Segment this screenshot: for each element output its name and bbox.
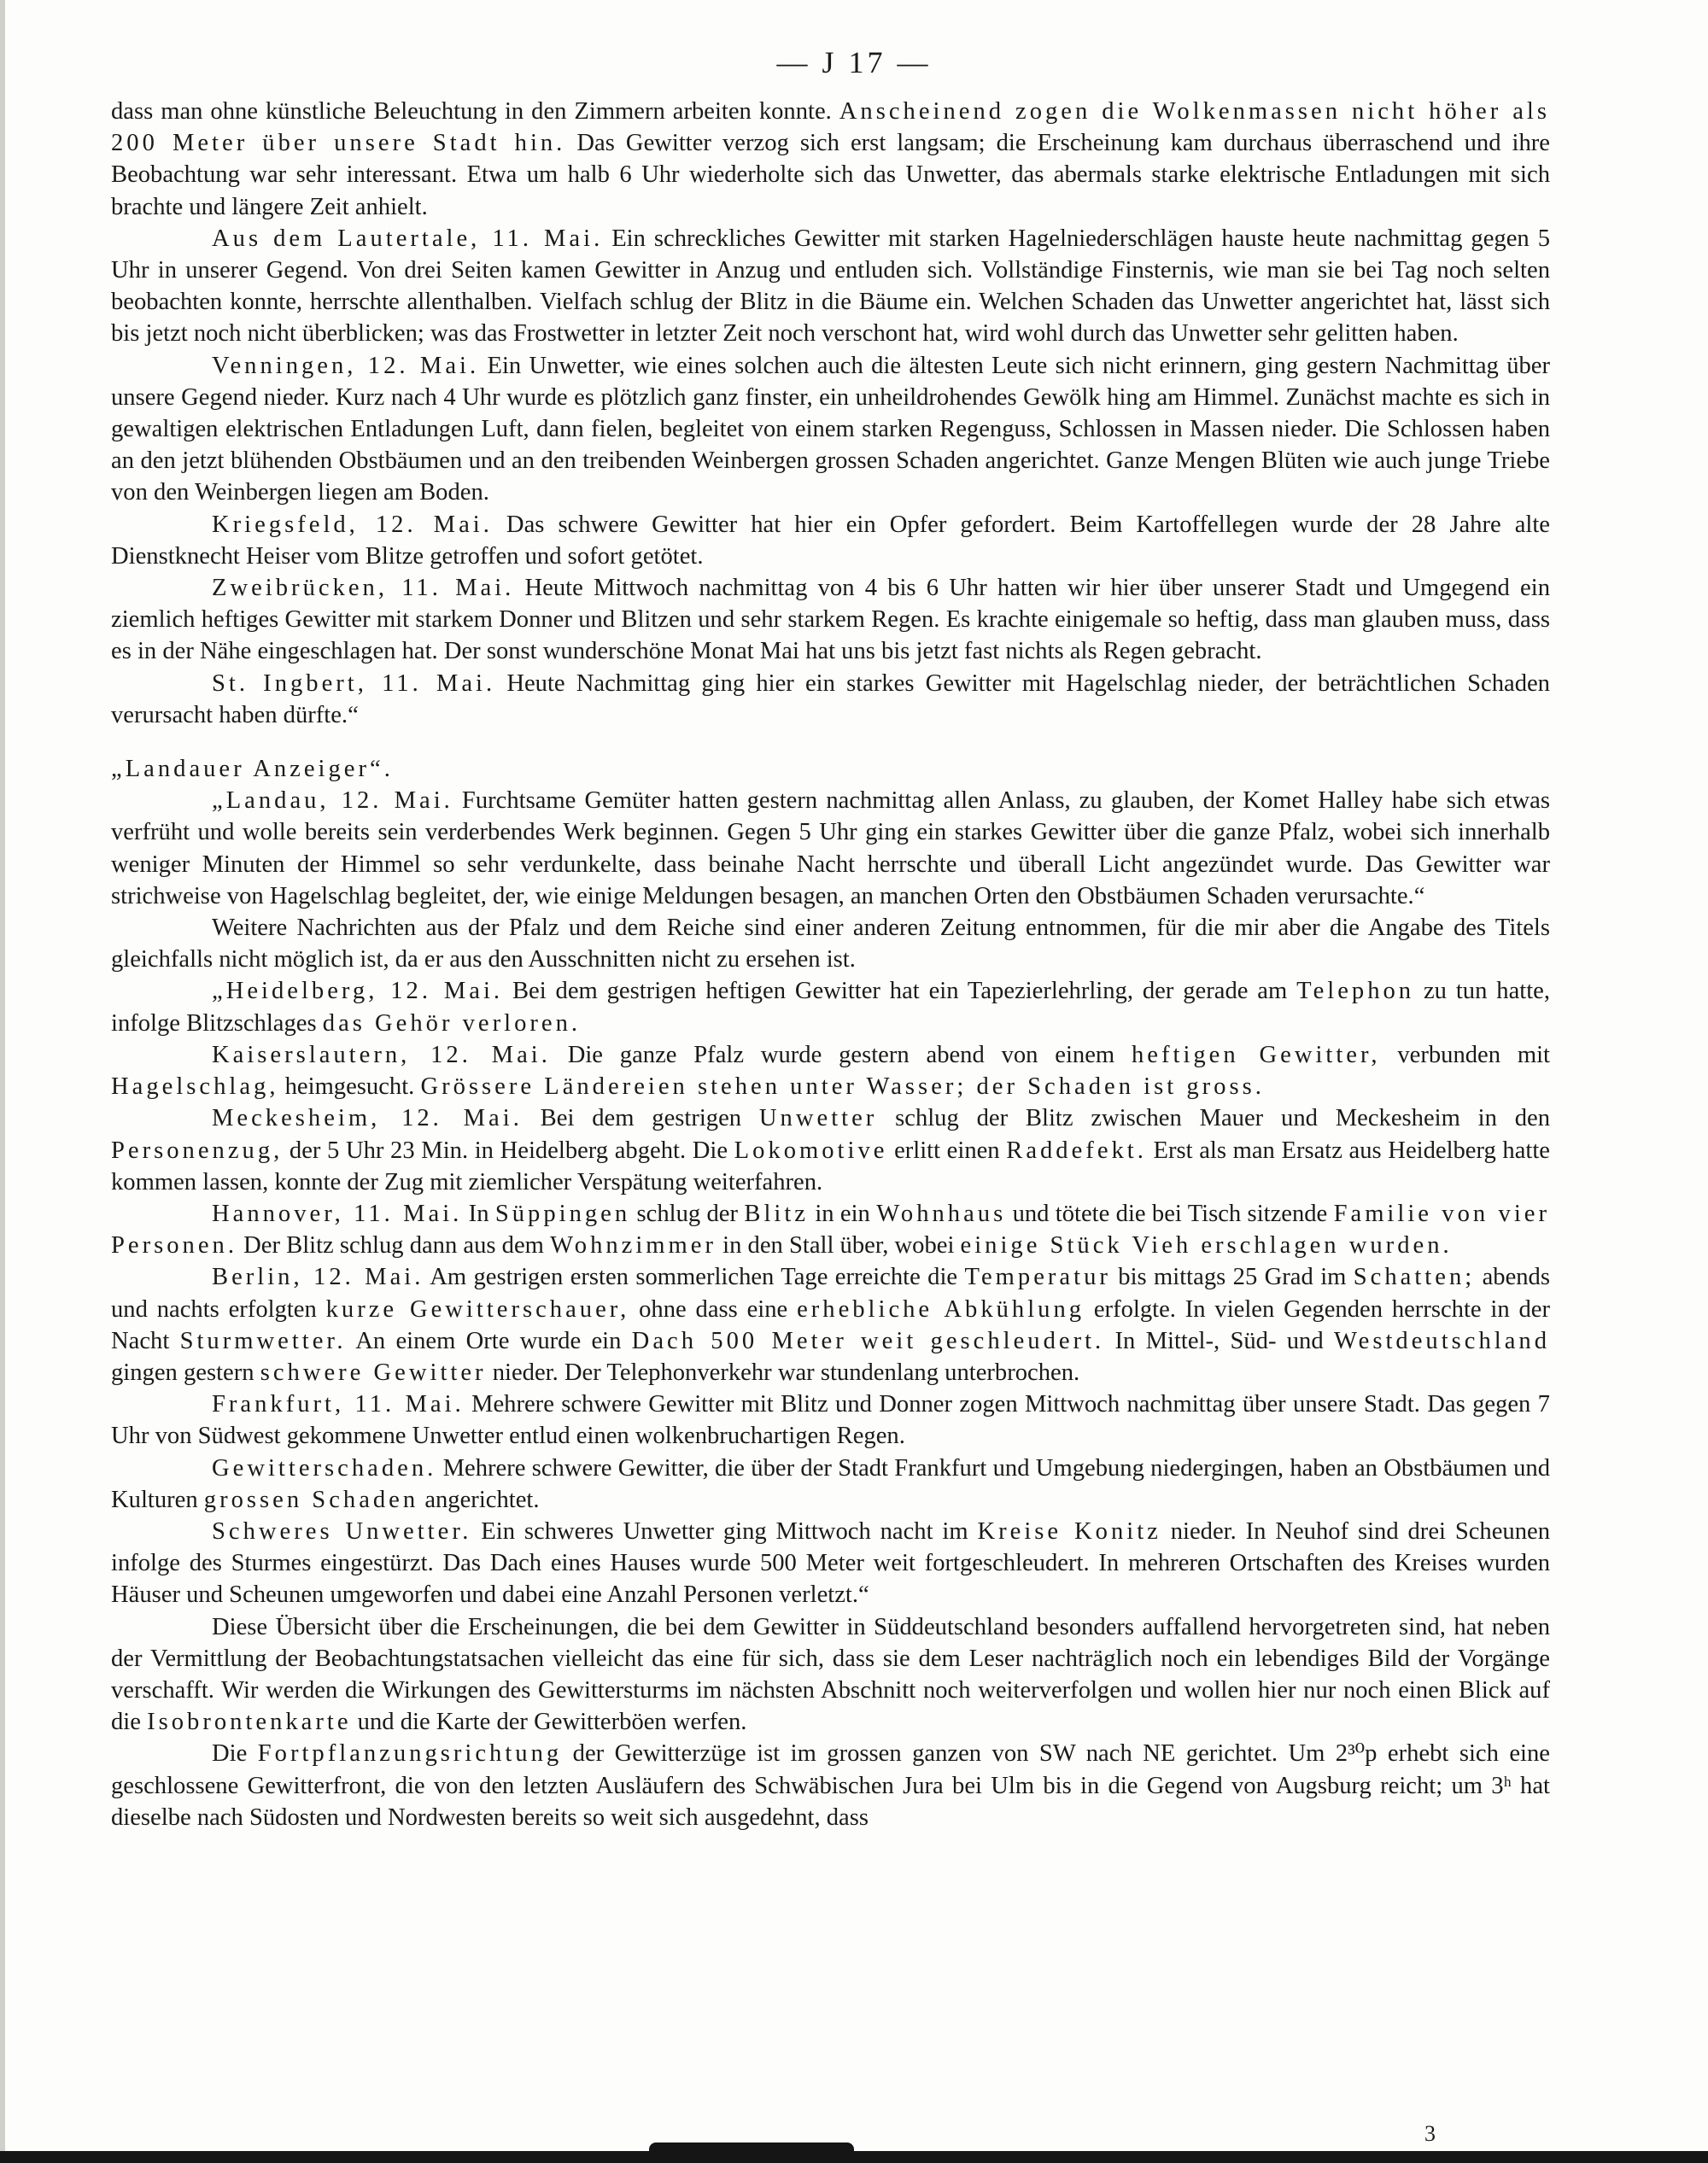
- body-text: heimgesucht.: [278, 1073, 421, 1101]
- body-text: Ein schreckliches Gewitter mit starken Hagelniederschlägen hauste heute nachmittag gegen 5 Uhr in unserer Gegend. Von drei Seiten kamen Gewitter in Anzug und entluden sich. Vollständige Finsternis, wie man sie bei Tag noch selten beobachten konnte, herrschte allenthalben. Vielfach schlug der Blitz in die Bäume ein. Welchen Schaden das Unwetter angerichtet hat, lässt sich bis jetzt noch nicht überblicken; was das Frostwetter in letzter Zeit noch verschont hat, wird wohl durch das Unwetter sehr gelitten haben.: [111, 225, 1550, 348]
- body-text: dass man ohne künstliche Beleuchtung in den Zimmern arbeiten konnte.: [111, 98, 839, 125]
- spaced-heading-text: Wohnhaus: [876, 1200, 1007, 1227]
- body-text: Heute Nachmittag ging hier ein starkes Gewitter mit Hagelschlag nieder, der beträchtlichen Schaden verursacht haben dürfte.“: [111, 669, 1550, 728]
- body-text: Die: [212, 1740, 258, 1768]
- spaced-heading-text: Sturmwetter.: [179, 1327, 347, 1354]
- spaced-heading-text: Blitz: [744, 1200, 809, 1227]
- spaced-heading-text: Telephon: [1296, 978, 1415, 1005]
- paragraph: [111, 1738, 1550, 1833]
- spaced-heading-text: Temperatur: [964, 1264, 1111, 1291]
- spaced-heading-text: Frankfurt, 11. Mai.: [212, 1391, 465, 1418]
- spaced-heading-text: Westdeutschland: [1333, 1327, 1550, 1354]
- paragraph: [111, 1388, 1550, 1452]
- paragraph: [111, 1453, 1550, 1516]
- spaced-heading-text: Hannover, 11. Mai.: [212, 1200, 463, 1227]
- spaced-heading-text: Grössere Ländereien stehen unter Wasser; der Schaden ist gross.: [420, 1073, 1265, 1101]
- spaced-heading-text: „Heidelberg, 12. Mai.: [212, 978, 504, 1005]
- body-text: schlug der Blitz zwischen Mauer und Meckesheim in den: [877, 1105, 1551, 1132]
- spaced-heading-text: Aus dem Lautertale, 11. Mai.: [212, 225, 604, 252]
- body-text: erlitt einen: [887, 1137, 1007, 1164]
- body-text: Erst als man Ersatz aus Heidelberg hatte kommen lassen, konnte der Zug mit ziemlicher Verspätung weiterfahren.: [111, 1137, 1551, 1195]
- body-text: der Gewitterzüge ist im grossen ganzen von SW nach NE gerichtet. Um 2³⁰p erhebt sich eine geschlossene Gewitterfront, die von den letzten Ausläufern des Schwäbischen Jura bei Ulm bis in die Gegend von Augsburg reicht; um 3ʰ hat dieselbe nach Südosten und Nordwesten bereits so weit sich ausgedehnt, dass: [111, 1740, 1550, 1831]
- paragraph: [111, 753, 1550, 785]
- spaced-heading-text: Raddefekt.: [1006, 1137, 1147, 1164]
- body-text: Der Blitz schlug dann aus dem: [237, 1232, 551, 1260]
- body-text: zu tun hatte, infolge Blitzschlages: [111, 978, 1550, 1037]
- article-body: [111, 96, 1550, 1833]
- spaced-heading-text: Anscheinend zogen die Wolkenmassen nicht höher als 200 Meter über unsere Stadt hin.: [111, 98, 1550, 157]
- paragraph: [111, 509, 1550, 572]
- body-text: Diese Übersicht über die Erscheinungen, die bei dem Gewitter in Süddeutschland besonders auffallend hervorgetreten sind, hat neben der Vermittlung der Beobachtungstatsachen vielleicht das eine für sich, dass sie dem Leser nachträglich noch ein lebendiges Bild der Vorgänge verschafft. Wir werden die Wirkungen des Gewittersturms im nächsten Abschnitt noch weiterverfolgen und wollen hier nur noch einen Blick auf die: [111, 1613, 1550, 1736]
- spaced-heading-text: Dach 500 Meter weit geschleudert.: [631, 1327, 1105, 1354]
- paragraph: [111, 350, 1550, 509]
- paragraph: [111, 1261, 1550, 1388]
- spaced-heading-text: Isobrontenkarte: [147, 1709, 352, 1736]
- body-text: verbunden mit: [1380, 1041, 1550, 1068]
- body-text: In: [462, 1200, 495, 1227]
- spaced-heading-text: Hagelschlag,: [111, 1073, 279, 1101]
- spaced-heading-text: Personenzug,: [111, 1137, 284, 1164]
- body-text: ohne dass eine: [629, 1295, 798, 1323]
- spaced-heading-text: heftigen Gewitter,: [1131, 1041, 1381, 1068]
- body-text: In Mittel-, Süd- und: [1104, 1327, 1334, 1354]
- body-text: und tötete die bei Tisch sitzende: [1006, 1200, 1334, 1227]
- body-text: in ein: [808, 1200, 877, 1227]
- body-text: Das schwere Gewitter hat hier ein Opfer gefordert. Beim Kartoffellegen wurde der 28 Jahre alte Dienstknecht Heiser vom Blitze getroffen und sofort getötet.: [111, 511, 1550, 570]
- paragraph: [111, 223, 1550, 350]
- spaced-heading-text: Fortpflanzungsrichtung: [257, 1740, 563, 1768]
- body-text: nieder. In Neuhof sind drei Scheunen infolge des Sturmes eingestürzt. Das Dach eines Hauses wurde 500 Meter weit fortgeschleudert. In mehreren Ortschaften des Kreises wurden Häuser und Scheunen umgeworfen und dabei eine Anzahl Personen verletzt.“: [111, 1517, 1550, 1609]
- spaced-heading-text: Kriegsfeld, 12. Mai.: [212, 511, 493, 538]
- spaced-heading-text: Wohnzimmer: [550, 1232, 717, 1260]
- body-text: An einem Orte wurde ein: [346, 1327, 632, 1354]
- paragraph: [111, 1102, 1550, 1198]
- paragraph: [111, 572, 1550, 668]
- spaced-heading-text: Süppingen: [494, 1200, 631, 1227]
- spaced-heading-text: Zweibrücken, 11. Mai.: [212, 575, 515, 602]
- spaced-heading-text: Kaiserslautern, 12. Mai.: [212, 1041, 551, 1068]
- body-text: abends und nachts erfolgten: [111, 1264, 1550, 1323]
- spaced-heading-text: grossen Schaden: [203, 1486, 419, 1513]
- body-text: Ein schweres Unwetter ging Mittwoch nacht im: [471, 1517, 978, 1545]
- body-text: in den Stall über, wobei: [717, 1232, 961, 1260]
- spaced-heading-text: Berlin, 12. Mai.: [212, 1264, 424, 1291]
- spaced-heading-text: Gewitterschaden.: [212, 1454, 437, 1482]
- spaced-heading-text: erhebliche Abkühlung: [797, 1295, 1085, 1323]
- spaced-heading-text: Familie von vier Personen.: [111, 1200, 1550, 1260]
- body-text: nieder. Der Telephonverkehr war stundenlang unterbrochen.: [486, 1359, 1080, 1386]
- body-text: Das Gewitter verzog sich erst langsam; die Erscheinung kam durchaus überraschend und ihre Beobachtung war sehr interessant. Etwa um halb 6 Uhr wiederholte sich das Unwetter, das abermals starke elektrische Entladungen mit sich brachte und längere Zeit anhielt.: [111, 130, 1550, 220]
- body-text: erfolgte. In vielen Gegenden herrschte in der Nacht: [111, 1295, 1550, 1354]
- spaced-heading-text: Kreise Konitz: [977, 1517, 1161, 1545]
- body-text: Ein Unwetter, wie eines solchen auch die ältesten Leute sich nicht erinnern, ging gestern Nachmittag über unsere Gegend nieder. Kurz nach 4 Uhr wurde es plötzlich ganz finster, ein unheildrohendes Gewölk hing am Himmel. Zunächst machte es sich in gewaltigen elektrischen Entladungen Luft, dann fielen, begleitet von einem starken Regenguss, Schlossen in Massen nieder. Die Schlossen haben an den jetzt blühenden Obstbäumen und an den treibenden Weinbergen grossen Schaden angerichtet. Ganze Mengen Blüten wie auch junge Triebe von den Weinbergen liegen am Boden.: [111, 352, 1551, 506]
- page-number: 3: [1424, 2121, 1436, 2146]
- paragraph: [111, 785, 1550, 912]
- paragraph: [111, 96, 1550, 223]
- scan-bottom-edge: [0, 2151, 1708, 2163]
- body-text: Mehrere schwere Gewitter mit Blitz und Donner zogen Mittwoch nachmittag über unsere Stadt. Das gegen 7 Uhr von Südwest gekommene Unwetter entlud einen wolkenbruchartigen Regen.: [111, 1391, 1550, 1450]
- scan-left-edge: [0, 0, 5, 2163]
- paragraph: [111, 1611, 1550, 1739]
- spaced-heading-text: kurze Gewitterschauer,: [325, 1295, 630, 1323]
- paragraph: [111, 975, 1550, 1038]
- body-text: Bei dem gestrigen: [522, 1105, 759, 1132]
- spaced-heading-text: Meckesheim, 12. Mai.: [212, 1105, 523, 1132]
- body-text: Weitere Nachrichten aus der Pfalz und dem Reiche sind einer anderen Zeitung entnommen, für die mir aber die Angabe des Titels gleichfalls nicht möglich ist, da er aus den Ausschnitten nicht zu ersehen ist.: [111, 915, 1550, 973]
- spaced-heading-text: Unwetter: [758, 1105, 878, 1132]
- spaced-heading-text: schwere Gewitter: [260, 1359, 487, 1386]
- body-text: schlug der: [630, 1200, 745, 1227]
- spaced-heading-text: Schatten;: [1353, 1264, 1476, 1291]
- spaced-heading-text: „Landauer Anzeiger“.: [111, 756, 394, 783]
- body-text: Heute Mittwoch nachmittag von 4 bis 6 Uhr hatten wir hier über unserer Stadt und Umgegend ein ziemlich heftiges Gewitter mit starkem Donner und Blitzen und sehr starkem Regen. Es krachte einigemale so heftig, dass man glauben muss, dass es in der Nähe eingeschlagen hat. Der sonst wunderschöne Monat Mai hat uns bis jetzt fast nichts als Regen gebracht.: [111, 575, 1550, 665]
- spaced-heading-text: St. Ingbert, 11. Mai.: [212, 669, 496, 697]
- spaced-heading-text: einige Stück Vieh erschlagen wurden.: [960, 1232, 1453, 1260]
- body-text: Bei dem gestrigen heftigen Gewitter hat ein Tapezierlehrling, der gerade am: [503, 978, 1297, 1005]
- paragraph: [111, 912, 1550, 975]
- paragraph: [111, 1198, 1550, 1261]
- body-text: angerichtet.: [418, 1486, 540, 1513]
- body-text: Furchtsame Gemüter hatten gestern nachmittag allen Anlass, zu glauben, der Komet Halley habe sich etwas verfrüht und wolle bereits sein verderbendes Werk beginnen. Gegen 5 Uhr ging ein starkes Gewitter über die ganze Pfalz, wobei sich innerhalb weniger Minuten der Himmel so sehr verdunkelte, dass beinahe Nacht herrschte und überall Licht angezündet wurde. Das Gewitter war strichweise von Hagelschlag begleitet, der, wie einige Meldungen besagen, an manchen Orten den Obstbäumen Schaden verursachte.“: [111, 787, 1550, 909]
- spaced-heading-text: das Gehör verloren.: [322, 1009, 582, 1037]
- page-header: — J 17 —: [776, 45, 932, 79]
- spaced-heading-text: Lokomotive: [734, 1137, 888, 1164]
- body-text: Am gestrigen ersten sommerlichen Tage erreichte die: [424, 1264, 965, 1291]
- spaced-heading-text: „Landau, 12. Mai.: [212, 787, 453, 815]
- body-text: bis mittags 25 Grad im: [1110, 1264, 1354, 1291]
- body-text: Mehrere schwere Gewitter, die über der Stadt Frankfurt und Umgebung niedergingen, haben an Obstbäumen und Kulturen: [111, 1454, 1550, 1513]
- body-text: und die Karte der Gewitterböen werfen.: [351, 1709, 747, 1736]
- paragraph: [111, 1039, 1550, 1102]
- spaced-heading-text: Schweres Unwetter.: [212, 1517, 472, 1545]
- paragraph: [111, 1516, 1550, 1611]
- spaced-heading-text: Venningen, 12. Mai.: [212, 352, 480, 379]
- body-text: Die ganze Pfalz wurde gestern abend von einem: [550, 1041, 1132, 1068]
- body-text: der 5 Uhr 23 Min. in Heidelberg abgeht. Die: [283, 1137, 734, 1164]
- paragraph: [111, 668, 1550, 731]
- body-text: gingen gestern: [111, 1359, 260, 1386]
